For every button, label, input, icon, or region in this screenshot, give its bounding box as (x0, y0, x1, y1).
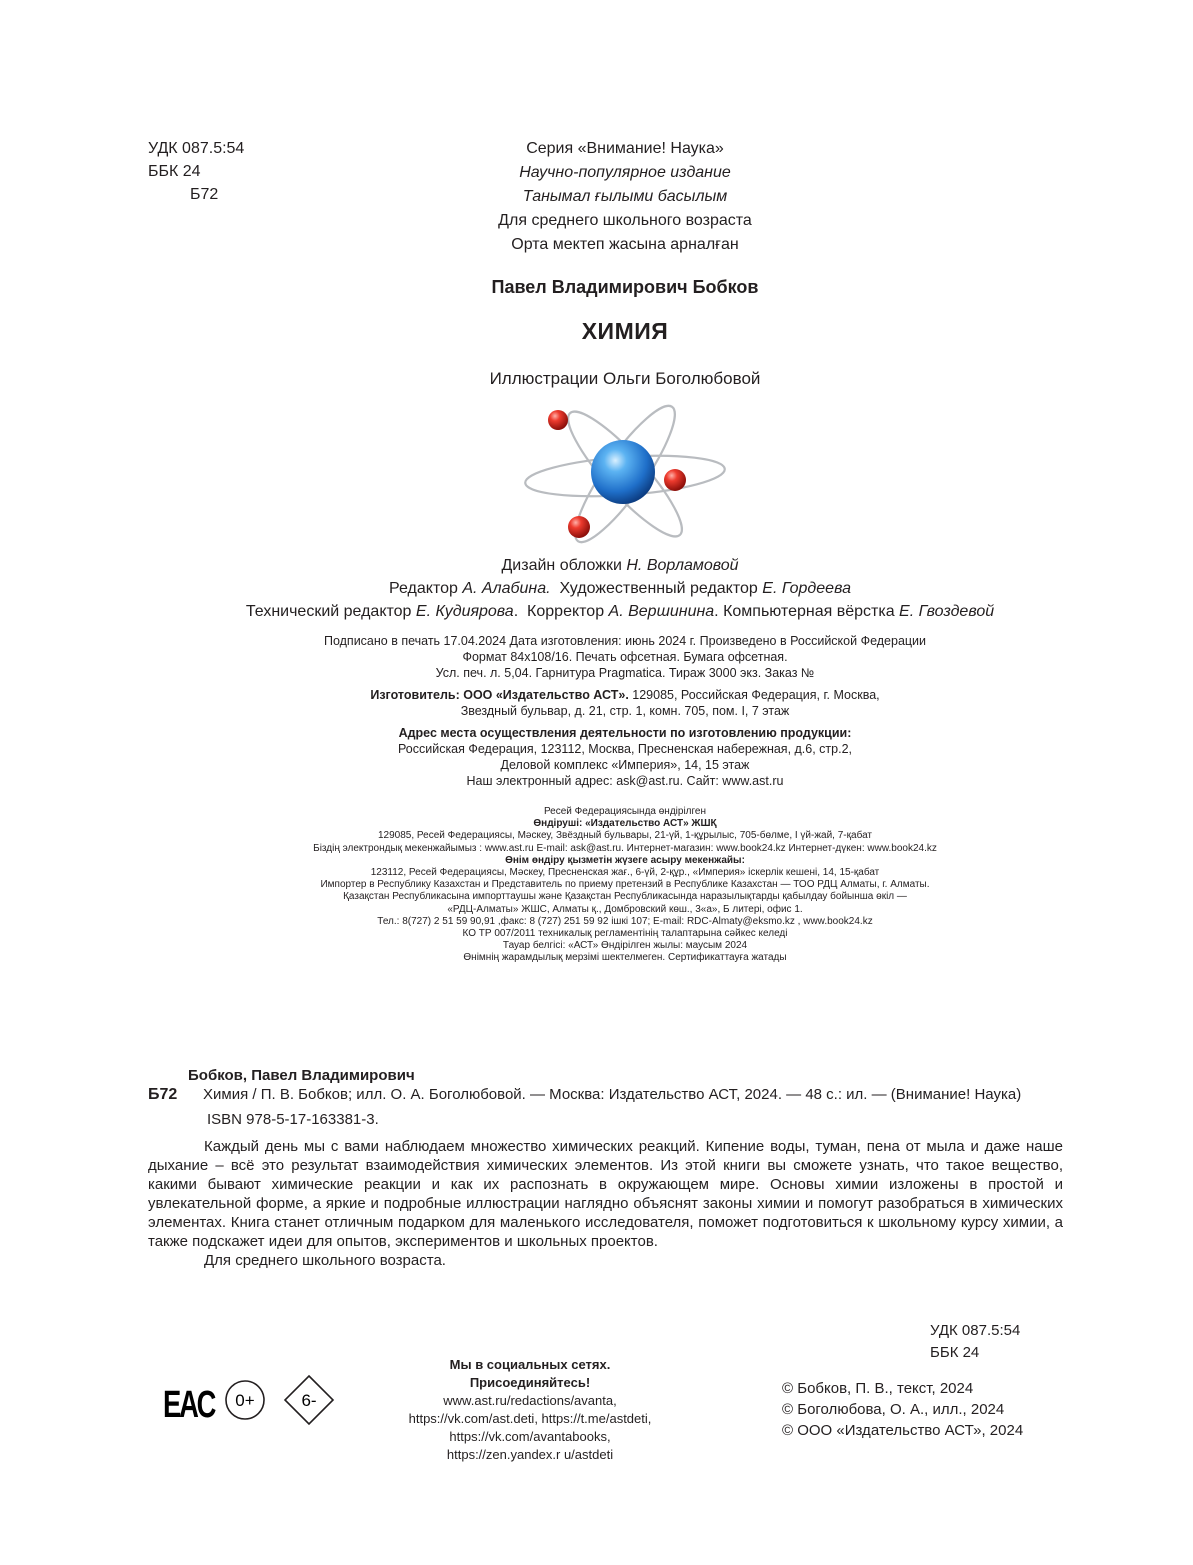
kz-line: КО ТР 007/2011 техникалық регламентінің талаптарына сәйкес келеді (462, 928, 788, 940)
imprint-block (200, 633, 1050, 789)
electron-3 (568, 516, 590, 538)
entry-audience: Для среднего школьного возраста. (204, 1252, 446, 1269)
kz-line: Өндіруші: «Издательство АСТ» ЖШҚ (533, 818, 717, 830)
bbk-code-bottom: ББК 24 (930, 1344, 980, 1361)
social-block (360, 1356, 700, 1464)
kz-line: Тел.: 8(727) 2 51 59 90,91 ,факс: 8 (727) 251 59 92 ішкі 107; E-mail: RDC-Almaty@eksmo.kz , www.book24.kz (377, 915, 873, 927)
kz-line: 129085, Ресей Федерациясы, Мәскеу, Звёздный бульвары, 21-үй, 1-құрылыс, 705-бөлме, I үй-жай, 7-қабат (378, 830, 872, 842)
kz-line: «РДЦ-Алматы» ЖШС, Алматы қ., Домбровский көш., 3«а», Б литері, офис 1. (447, 903, 803, 915)
editors-line: Редактор А. Алабина. Художественный редактор Е. Гордеева (389, 580, 851, 597)
electron-2 (664, 469, 686, 491)
kz-line: Тауар белгісі: «АСТ» Өндірілген жылы: маусым 2024 (502, 940, 748, 952)
kazakh-imprint (150, 806, 1100, 965)
contact-info: Наш электронный адрес: ask@ast.ru. Сайт: www.ast.ru (466, 774, 784, 788)
kz-line: Біздің электрондық мекенжайымыз : www.ast.ru E-mail: ask@ast.ru. Интернет-магазин: www.book24.kz Интернет-дүкен: www.book24.kz (313, 842, 937, 854)
audience: Для среднего школьного возраста (498, 212, 752, 229)
isbn: ISBN 978-5-17-163381-3. (207, 1111, 379, 1128)
library-entry (148, 1066, 1063, 1270)
audience-kz: Орта мектеп жасына арналған (511, 236, 739, 253)
electron-1 (548, 410, 568, 430)
entry-code: Б72 (148, 1086, 178, 1103)
social-subheading: Присоединяйтесь! (469, 1375, 591, 1390)
copyright-block (782, 1378, 1023, 1441)
eac-mark: EAC (163, 1383, 215, 1427)
copyright-line: © Боголюбова, О. А., илл., 2024 (782, 1401, 1005, 1418)
social-link[interactable]: https://zen.yandex.r u/astdeti (446, 1447, 614, 1462)
kz-line: Импортер в Республику Казахстан и Представитель по приему претензий в Республике Казахстан — ТОО РДЦ Алматы, г. Алматы. (320, 879, 930, 891)
nucleus (591, 440, 655, 504)
classification-codes-bottom (930, 1320, 1020, 1364)
social-link[interactable]: https://vk.com/ast.deti, https://t.me/astdeti, (408, 1411, 652, 1426)
manufacturer-address: Звездный бульвар, д. 21, стр. 1, комн. 705, пом. I, 7 этаж (460, 704, 790, 718)
copyright-line: © ООО «Издательство АСТ», 2024 (782, 1422, 1024, 1439)
edition-type-kz: Танымал ғылыми басылым (522, 188, 728, 205)
social-heading: Мы в социальных сетях. (449, 1357, 611, 1372)
cover-design-line: Дизайн обложки Н. Ворламовой (501, 557, 739, 574)
abstract: Каждый день мы с вами наблюдаем множество химических реакций. Кипение воды, туман, пена от мыла и даже наше дыхание – всё это результат взаимодействия химических элементов. Из этой книги вы сможете узнать, что такое вещество, какими бывают химические реакции и как их распознать в окружающем мире. Основы химии изложены в простой и увлекательной форме, а яркие и подробные иллюстрации наглядно объяснят законы химии и помогут разобраться в химических элементах. Книга станет отличным подарком для маленького исследователя, поможет подготовиться к школьному курсу химии, а также подскажет идеи для опытов, экспериментов и школьных проектов. (148, 1138, 1063, 1250)
book-title: ХИМИЯ (581, 318, 669, 344)
social-link[interactable]: https://vk.com/avantabooks, (449, 1429, 611, 1444)
production-address-2: Деловой комплекс «Империя», 14, 15 этаж (500, 758, 750, 772)
author-name: Павел Владимирович Бобков (491, 277, 759, 297)
udk-code-bottom: УДК 087.5:54 (930, 1322, 1021, 1339)
print-run-info: Усл. печ. л. 5,04. Гарнитура Pragmatica. Тираж 3000 экз. Заказ № (435, 666, 815, 680)
entry-description: Химия / П. В. Бобков; илл. О. А. Боголюбовой. — Москва: Издательство АСТ, 2024. — 48 с.: ил. — (Внимание! Наука) (203, 1086, 1022, 1103)
kz-line: Өнім өндіру қызметін жүзеге асыру мекенжайы: (505, 854, 745, 866)
illustrator-credit: Иллюстрации Ольги Боголюбовой (489, 369, 761, 388)
print-info: Подписано в печать 17.04.2024 Дата изготовления: июнь 2024 г. Произведено в Российской Федерации (323, 634, 927, 648)
certification-marks (163, 1372, 343, 1432)
kz-line: 123112, Ресей Федерациясы, Мәскеу, Пресненская жағ., 6-үй, 2-құр., «Империя» іскерлік кешені, 14, 15-қабат (370, 867, 880, 879)
credits-block (100, 554, 1140, 623)
social-link[interactable]: www.ast.ru/redactions/avanta, (443, 1393, 617, 1408)
production-address-1: Российская Федерация, 123112, Москва, Пресненская набережная, д.6, стр.2, (397, 742, 853, 756)
author-mark: Б72 (190, 186, 219, 203)
edition-type: Научно-популярное издание (519, 164, 731, 181)
kz-line: Қазақстан Республикасына импорттаушы және Қазақстан Республикасында наразылықтарды қабылдау бойынша өкіл — (343, 891, 907, 903)
production-address-label: Адрес места осуществления деятельности по изготовлению продукции: (398, 726, 852, 740)
age-rating-2: 6- (301, 1391, 317, 1410)
copyright-line: © Бобков, П. В., текст, 2024 (782, 1380, 974, 1397)
series-block (400, 137, 850, 257)
series-name: Серия «Внимание! Наука» (526, 140, 724, 157)
entry-heading: Бобков, Павел Владимирович (188, 1067, 415, 1084)
udk-code: УДК 087.5:54 (148, 140, 245, 157)
format-info: Формат 84x108/16. Печать офсетная. Бумага офсетная. (462, 650, 788, 664)
atom-illustration (520, 402, 730, 547)
age-rating: 0+ (235, 1391, 255, 1410)
classification-codes (148, 137, 244, 206)
kz-line: Өнімнің жарамдылық мерзімі шектелмеген. Сертификаттауға жатады (463, 952, 787, 964)
manufacturer: Изготовитель: ООО «Издательство АСТ». 129085, Российская Федерация, г. Москва, (370, 688, 880, 702)
bbk-code: ББК 24 (148, 163, 201, 180)
tech-staff-line: Технический редактор Е. Кудиярова. Корректор А. Вершинина. Компьютерная вёрстка Е. Гвоздевой (245, 603, 995, 620)
kz-line: Ресей Федерациясында өндірілген (543, 806, 707, 817)
